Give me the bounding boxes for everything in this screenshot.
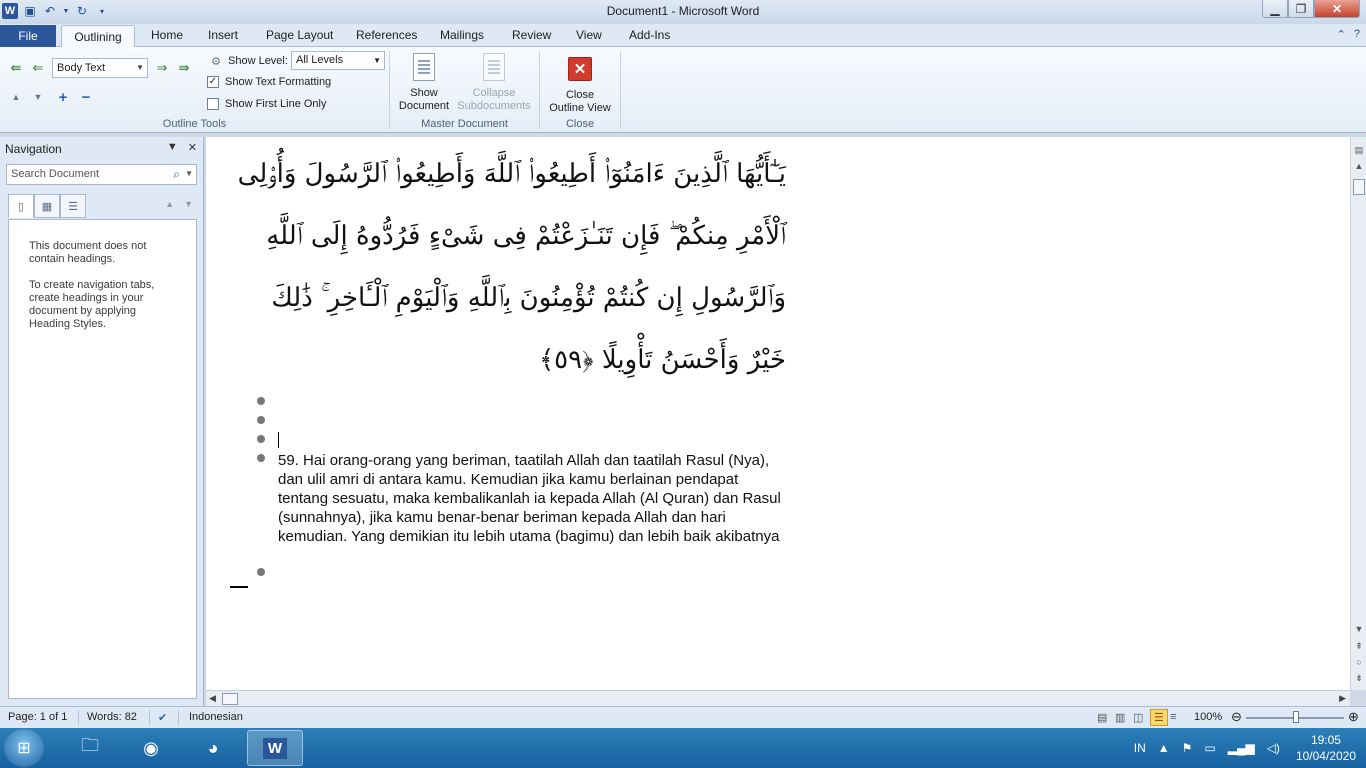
outline-bullet[interactable] bbox=[257, 435, 265, 443]
close-window-button[interactable]: ✕ bbox=[1314, 0, 1360, 18]
show-level-select[interactable] bbox=[291, 51, 385, 70]
outline-view-icon[interactable]: ☰ bbox=[1150, 709, 1168, 726]
divider bbox=[78, 710, 79, 725]
outline-level-value: Body Text bbox=[57, 62, 106, 74]
print-layout-icon[interactable]: ▤ bbox=[1097, 712, 1108, 724]
browse-headings-tab[interactable]: ▯ bbox=[8, 194, 34, 218]
navigation-pane bbox=[0, 137, 204, 706]
next-heading-icon[interactable]: ▼ bbox=[184, 199, 193, 209]
title-bar bbox=[0, 0, 1366, 24]
proofing-icon[interactable]: ✔ bbox=[158, 712, 168, 724]
outline-tools-group-label: Outline Tools bbox=[162, 118, 227, 130]
zoom-slider-thumb[interactable] bbox=[1293, 711, 1299, 723]
zoom-out-icon[interactable]: ⊖ bbox=[1231, 709, 1242, 724]
tab-review[interactable]: Review bbox=[512, 28, 552, 42]
volume-icon[interactable]: ◁) bbox=[1266, 741, 1280, 755]
scroll-down-icon[interactable]: ▼ bbox=[1354, 624, 1364, 634]
document-canvas[interactable] bbox=[206, 137, 1350, 690]
minimize-ribbon-icon[interactable]: ⌃ bbox=[1336, 29, 1346, 41]
show-level-label: Show Level: bbox=[228, 55, 288, 67]
navigation-controls bbox=[167, 141, 197, 154]
arabic-verse-text[interactable]: يَـٰٓأَيُّهَا ٱلَّذِينَ ءَامَنُوٓا۟ أَطِيعُوا۟ ٱللَّهَ وَأَطِيعُوا۟ ٱلرَّسُولَ وَأُو۟لِى ٱلْأَمْرِ مِنكُمْ ۖ فَإِن تَنَـٰزَعْتُمْ فِى شَىْءٍ فَرُدُّوهُ إِلَى ٱللَّهِ وَٱلرَّسُولِ إِن كُنتُمْ تُؤْمِنُونَ بِٱللَّهِ وَٱلْيَوْمِ ٱلْـَٔاخِرِ ۚ ذَٰلِكَ خَيْرٌ وَأَحْسَنُ تَأْوِيلًا ﴿٥٩﴾ bbox=[237, 159, 786, 375]
show-document-label-1: Show bbox=[410, 87, 438, 99]
pane-options-icon[interactable]: ▼ bbox=[166, 141, 178, 153]
outline-bullet[interactable] bbox=[257, 568, 265, 576]
clock[interactable] bbox=[1296, 732, 1356, 764]
show-hidden-icons-icon[interactable]: ▲ bbox=[1157, 741, 1170, 755]
undo-dropdown-icon[interactable]: ▼ bbox=[62, 7, 70, 15]
firefox-icon[interactable]: ◕ bbox=[207, 737, 219, 758]
word-logo-icon[interactable]: W bbox=[2, 3, 18, 19]
collapse-subdocuments-icon bbox=[483, 53, 505, 81]
word-taskbar-icon[interactable]: W bbox=[247, 730, 303, 766]
show-document-button[interactable] bbox=[396, 53, 452, 113]
horizontal-scroll-thumb[interactable] bbox=[222, 693, 238, 705]
customize-toolbar-icon[interactable]: ▾ bbox=[99, 6, 104, 16]
outline-bullet[interactable] bbox=[257, 416, 265, 424]
browse-results-tab[interactable]: ☰ bbox=[60, 194, 86, 218]
maximize-button[interactable]: ❐ bbox=[1288, 0, 1314, 18]
end-of-document-mark bbox=[230, 586, 248, 588]
scroll-left-icon[interactable]: ◀ bbox=[209, 693, 216, 703]
tab-page-layout[interactable]: Page Layout bbox=[266, 28, 334, 42]
web-layout-icon[interactable]: ◫ bbox=[1133, 712, 1144, 724]
group-divider bbox=[620, 51, 621, 129]
tab-outlining[interactable]: Outlining bbox=[61, 25, 135, 48]
close-icon: ✕ bbox=[568, 57, 592, 81]
show-first-line-only-option[interactable] bbox=[207, 98, 326, 110]
scroll-thumb[interactable] bbox=[1353, 179, 1365, 195]
ribbon-help-controls bbox=[1337, 28, 1360, 41]
promote-icon[interactable]: ⇐ bbox=[32, 60, 44, 75]
horizontal-scrollbar[interactable] bbox=[206, 690, 1350, 706]
save-icon[interactable]: ▣ bbox=[24, 4, 36, 18]
battery-icon[interactable]: ▭ bbox=[1204, 741, 1216, 755]
show-text-formatting-checkbox[interactable]: ✓ bbox=[208, 76, 218, 87]
show-document-icon bbox=[413, 53, 435, 81]
demote-to-body-text-icon[interactable]: ⇛ bbox=[178, 60, 190, 75]
outline-level-select[interactable] bbox=[52, 58, 148, 78]
select-browse-object-icon[interactable]: ○ bbox=[1356, 657, 1362, 667]
draft-view-icon[interactable]: ≡ bbox=[1170, 711, 1177, 723]
master-document-group-label: Master Document bbox=[421, 118, 508, 130]
collapse-subdocuments-button[interactable] bbox=[455, 53, 533, 113]
show-text-formatting-label: Show Text Formatting bbox=[225, 76, 332, 88]
demote-icon[interactable]: ⇒ bbox=[156, 60, 168, 75]
ruler-toggle-icon[interactable]: ▤ bbox=[1354, 145, 1364, 155]
search-icon[interactable]: ⌕ bbox=[173, 167, 180, 181]
show-text-formatting-option[interactable] bbox=[207, 76, 331, 88]
network-signal-icon[interactable]: ▂▄▆ bbox=[1227, 741, 1255, 755]
zoom-in-icon[interactable]: ⊕ bbox=[1348, 709, 1359, 724]
quick-access-toolbar bbox=[2, 3, 110, 19]
chevron-down-icon: ▼ bbox=[373, 56, 381, 65]
translation-paragraph[interactable]: 59. Hai orang-orang yang beriman, taatilah Allah dan taatilah Rasul (Nya), dan ulil amri di antara kamu. Kemudian jika kamu berlainan pendapat tentang sesuatu, maka kembalikanlah ia kepada Allah (Al Quran) dan Rasul (sunnahnya), jika kamu benar-benar beriman kepada Allah dan hari kemudian. Yang demikian itu lebih utama (bagimu) dan lebih baik akibatnya bbox=[278, 452, 781, 545]
action-center-flag-icon[interactable]: ⚑ bbox=[1181, 741, 1193, 755]
outline-bullet[interactable] bbox=[257, 397, 265, 405]
page-count[interactable]: Page: 1 of 1 bbox=[8, 711, 68, 723]
outline-bullet[interactable] bbox=[257, 454, 265, 462]
tab-add-ins[interactable]: Add-Ins bbox=[629, 28, 671, 42]
show-document-label-2: Document bbox=[398, 100, 450, 112]
show-level-value: All Levels bbox=[296, 54, 344, 66]
scroll-right-icon[interactable]: ▶ bbox=[1339, 693, 1346, 703]
ribbon-tabs bbox=[0, 24, 1366, 47]
move-up-icon[interactable]: ▲ bbox=[11, 92, 21, 102]
help-icon[interactable]: ? bbox=[1353, 28, 1360, 40]
word-count[interactable]: Words: 82 bbox=[87, 711, 137, 723]
next-page-icon[interactable]: ⇟ bbox=[1355, 673, 1363, 683]
clock-date: 10/04/2020 bbox=[1295, 749, 1356, 763]
tab-home[interactable]: Home bbox=[151, 28, 184, 42]
create-headings-message: To create navigation tabs, create headings in your document by applying Heading Styles. bbox=[29, 279, 155, 330]
taskbar bbox=[0, 728, 1366, 768]
promote-to-heading1-icon[interactable]: ⇚ bbox=[10, 60, 22, 75]
divider bbox=[178, 710, 179, 725]
chrome-icon[interactable]: ◉ bbox=[143, 737, 159, 758]
language[interactable]: Indonesian bbox=[189, 711, 243, 723]
close-outline-view-button[interactable] bbox=[544, 53, 616, 115]
tab-mailings[interactable]: Mailings bbox=[440, 28, 485, 42]
navigation-arrows bbox=[165, 199, 193, 209]
no-headings-message: This document does not contain headings. bbox=[29, 240, 147, 265]
clock-time: 19:05 bbox=[1310, 733, 1341, 747]
redo-icon[interactable]: ↻ bbox=[76, 4, 88, 18]
collapse-subdocuments-label-2: Subdocuments bbox=[457, 100, 531, 112]
start-button[interactable]: ⊞ bbox=[4, 729, 44, 767]
zoom-level[interactable]: 100% bbox=[1194, 711, 1223, 723]
previous-heading-icon[interactable]: ▲ bbox=[165, 199, 175, 209]
undo-icon[interactable]: ↶ bbox=[44, 4, 56, 18]
navigation-view-tabs bbox=[8, 194, 86, 218]
tab-file[interactable]: File bbox=[0, 25, 56, 47]
navigation-message-panel bbox=[8, 219, 197, 699]
close-group-label: Close bbox=[565, 118, 595, 130]
input-language[interactable]: IN bbox=[1133, 741, 1146, 755]
system-tray bbox=[1122, 728, 1356, 768]
close-outline-view-label-1: Close bbox=[565, 89, 595, 101]
search-placeholder: Search Document bbox=[11, 168, 100, 180]
ribbon bbox=[0, 47, 1366, 133]
previous-page-icon[interactable]: ⇞ bbox=[1355, 641, 1363, 651]
browse-pages-tab[interactable]: ▦ bbox=[34, 194, 60, 218]
tab-view[interactable]: View bbox=[576, 28, 602, 42]
collapse-subdocuments-label-1: Collapse bbox=[472, 87, 516, 99]
show-first-line-only-checkbox[interactable] bbox=[207, 98, 219, 110]
divider bbox=[149, 710, 150, 725]
chevron-down-icon: ▼ bbox=[136, 63, 144, 72]
window-title: Document1 - Microsoft Word bbox=[606, 4, 760, 18]
full-screen-reading-icon[interactable]: ▥ bbox=[1115, 712, 1126, 724]
show-first-line-only-label: Show First Line Only bbox=[225, 98, 327, 110]
tab-references[interactable]: References bbox=[356, 28, 418, 42]
status-bar bbox=[0, 706, 1366, 728]
vertical-scrollbar[interactable] bbox=[1350, 137, 1366, 690]
tab-insert[interactable]: Insert bbox=[208, 28, 239, 42]
search-options-icon[interactable]: ▼ bbox=[185, 169, 193, 178]
file-explorer-icon[interactable]: 🗀 bbox=[81, 735, 99, 755]
show-level-icon: ⚙ bbox=[211, 55, 221, 68]
navigation-title: Navigation bbox=[5, 142, 62, 156]
text-cursor bbox=[278, 432, 279, 448]
minimize-button[interactable]: ▁ bbox=[1262, 0, 1288, 18]
search-document-input[interactable] bbox=[6, 164, 197, 185]
close-pane-icon[interactable]: ✕ bbox=[187, 142, 197, 154]
move-down-icon[interactable]: ▼ bbox=[33, 92, 43, 102]
expand-icon[interactable]: + bbox=[58, 88, 68, 106]
close-outline-view-label-2: Outline View bbox=[549, 102, 611, 114]
collapse-icon[interactable]: − bbox=[81, 88, 91, 106]
scroll-up-icon[interactable]: ▲ bbox=[1354, 161, 1364, 171]
